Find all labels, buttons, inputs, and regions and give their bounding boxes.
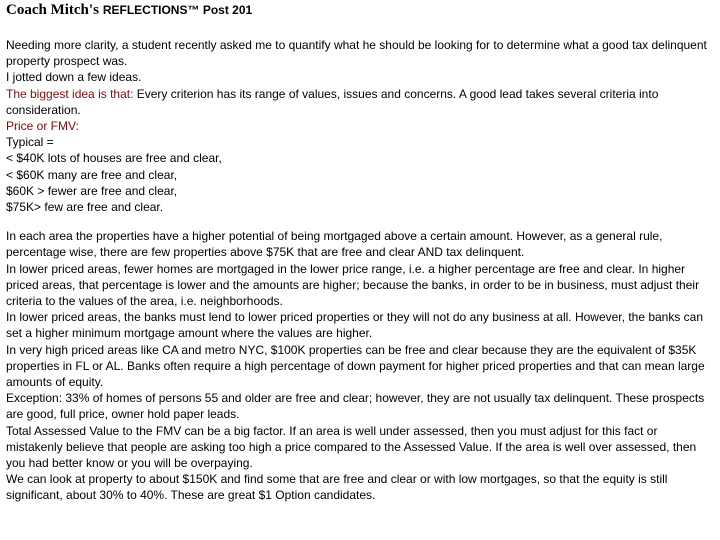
- document-body: [6, 37, 714, 504]
- body-paragraph: In very high priced areas like CA and metro NYC, $100K properties can be free and clear because they are the equivalent of $35K properties in FL or AL. Banks often require a high percentage of down payment for higher priced properties and that can mean large amounts of equity.: [6, 342, 705, 390]
- title-brand: Coach Mitch's: [6, 2, 99, 18]
- biggest-idea-text: Every criterion has its range of values, issues and concerns. A good lead takes several criteria into consideration.: [6, 86, 659, 117]
- body-paragraph: We can look at property to about $150K and find some that are free and clear or with low mortgages, so that the equity is still significant, about 30% to 40%. These are great $1 Option candidates.: [6, 472, 668, 503]
- price-list-item: < $60K many are free and clear,: [6, 167, 178, 182]
- body-paragraph: In lower priced areas, the banks must lend to lower priced properties or they will not do any business at all. However, the banks can set a higher minimum mortgage amount where the values are higher.: [6, 310, 704, 341]
- body-paragraph: In lower priced areas, fewer homes are mortgaged in the lower price range, i.e. a higher percentage are free and clear. In higher priced areas, that percentage is lower and the amounts are higher; because the banks, in order to be in business, must adjust their criteria to the values of the area, i.e. neighborhoods.: [6, 261, 700, 309]
- post-title: [6, 0, 252, 19]
- price-list-item: < $40K lots of houses are free and clear,: [6, 151, 222, 166]
- price-list-item: $60K > fewer are free and clear,: [6, 183, 178, 198]
- body-paragraph: In each area the properties have a higher potential of being mortgaged above a certain amount. However, as a general rule, percentage wise, there are few properties above $75K that are free and clear AND tax delinquent.: [6, 229, 663, 260]
- biggest-idea-label: The biggest idea is that:: [6, 86, 134, 101]
- body-paragraph: Exception: 33% of homes of persons 55 and older are free and clear; however, they are not usually tax delinquent. These prospects are good, full price, owner hold paper leads.: [6, 391, 705, 422]
- section-heading-price: Price or FMV:: [6, 119, 79, 134]
- price-list-item: $75K> few are free and clear.: [6, 200, 164, 215]
- title-rest: REFLECTIONS™ Post 201: [102, 3, 253, 17]
- intro-paragraph-3: [6, 86, 714, 118]
- section-gap: [6, 215, 714, 228]
- typical-label: Typical =: [6, 135, 54, 150]
- intro-paragraph-2: I jotted down a few ideas.: [6, 70, 142, 85]
- intro-paragraph-1: Needing more clarity, a student recently asked me to quantify what he should be looking for to determine what a good tax delinquent property prospect was.: [6, 38, 707, 69]
- body-paragraph: Total Assessed Value to the FMV can be a big factor. If an area is well under assessed, then you must adjust for this fact or mistakenly believe that people are asking too high a price compared to the Assessed Value. If the area is well over assessed, then you had better know or you will be overpaying.: [6, 423, 697, 471]
